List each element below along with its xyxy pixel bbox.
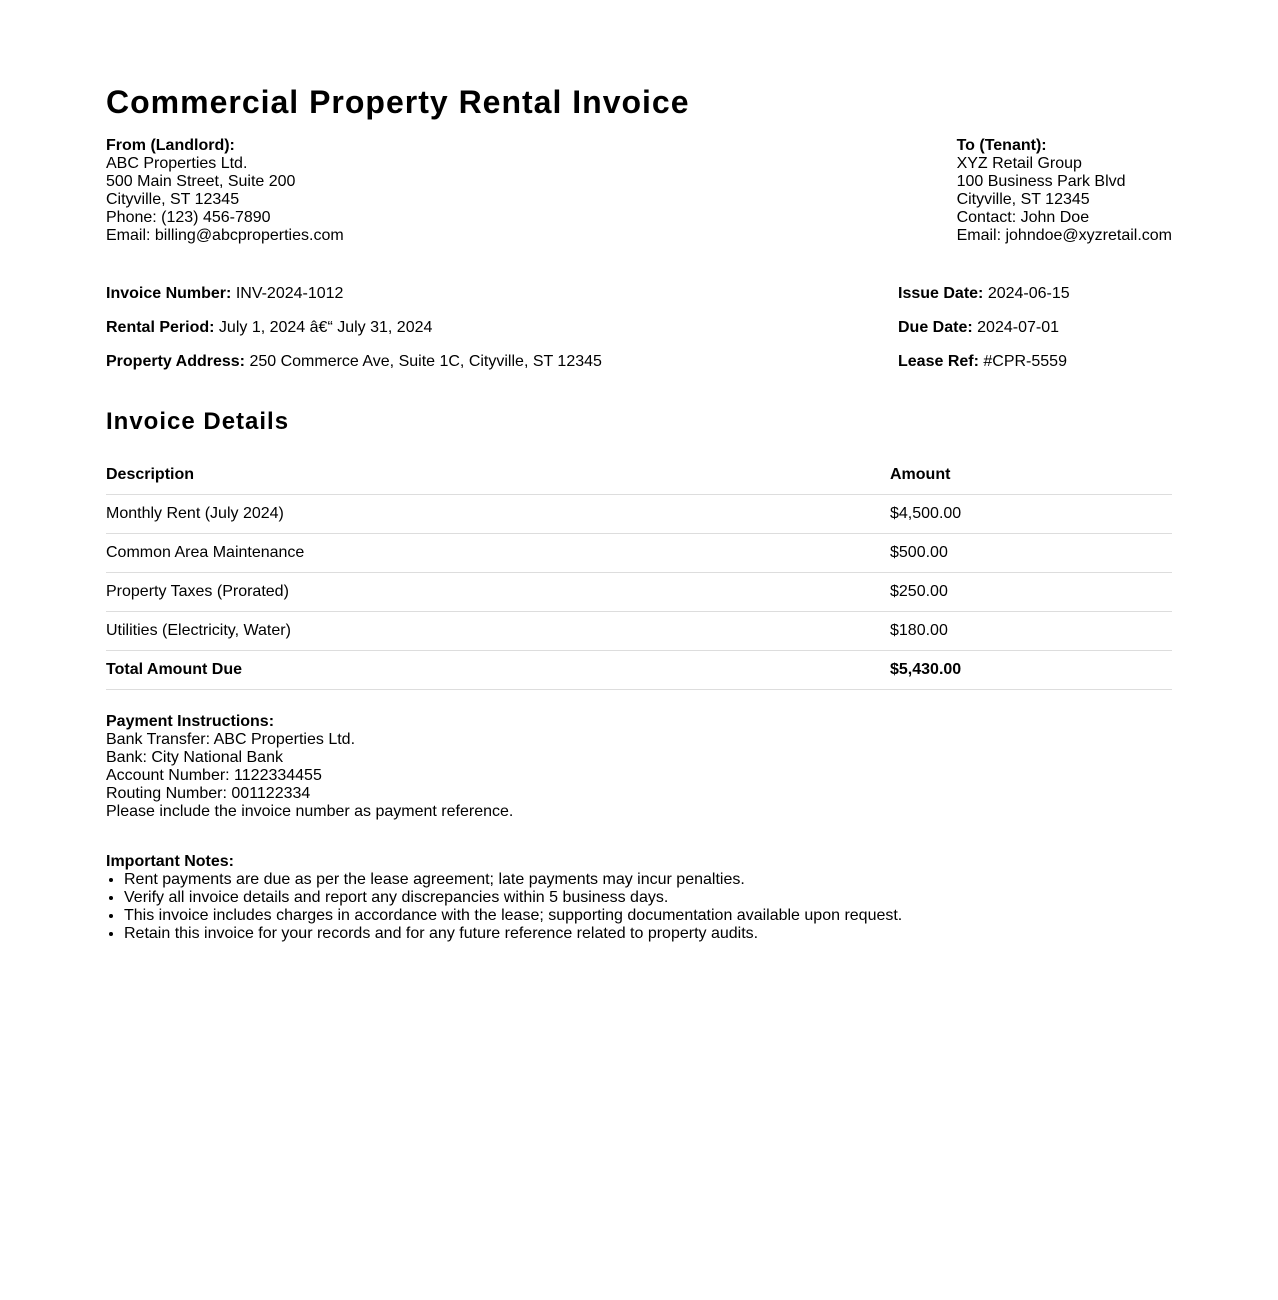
tenant-name: XYZ Retail Group [956,155,1082,172]
payment-line: Bank: City National Bank [106,749,283,766]
payment-line: Account Number: 1122334455 [106,767,322,784]
tenant-contact: Contact: John Doe [956,209,1090,226]
issue-date-row [898,285,1172,319]
payment-line: Please include the invoice number as payment reference. [106,803,514,820]
landlord-name: ABC Properties Ltd. [106,155,248,172]
landlord-email: Email: billing@abcproperties.com [106,227,344,244]
table-row [106,573,1172,612]
due-date-row [898,319,1172,353]
parties-section [106,137,1172,245]
invoice-number-row [106,285,602,319]
important-notes-label: Important Notes: [106,853,234,870]
list-item: • Retain this invoice for your records and for any future reference related to property audits. [124,925,1172,943]
table-header-row [106,456,1172,495]
landlord-phone: Phone: (123) 456-7890 [106,209,271,226]
tenant-city: Cityville, ST 12345 [956,191,1090,208]
lease-ref-value: #CPR-5559 [983,353,1067,370]
lease-ref-row [898,353,1172,387]
issue-date-label: Issue Date: [898,285,984,302]
page-title: Commercial Property Rental Invoice [106,84,690,120]
list-item: • Verify all invoice details and report any discrepancies within 5 business days. [124,889,1172,907]
table-row [106,612,1172,651]
list-item: • Rent payments are due as per the lease agreement; late payments may incur penalties. [124,871,1172,889]
landlord-street: 500 Main Street, Suite 200 [106,173,296,190]
row-amount: $250.00 [890,573,1172,612]
payment-line: Routing Number: 001122334 [106,785,311,802]
list-item: • This invoice includes charges in accordance with the lease; supporting documentation available upon request. [124,907,1172,925]
lease-ref-label: Lease Ref: [898,353,979,370]
due-date-label: Due Date: [898,319,973,336]
rental-period-label: Rental Period: [106,319,215,336]
issue-date-value: 2024-06-15 [987,285,1070,302]
payment-instructions-label: Payment Instructions: [106,713,275,730]
tenant-street: 100 Business Park Blvd [956,173,1126,190]
landlord-block [106,137,344,245]
row-description: Utilities (Electricity, Water) [106,612,890,651]
total-amount: $5,430.00 [890,651,1172,690]
meta-right-column [898,285,1172,387]
important-notes [106,853,1172,943]
tenant-label: To (Tenant): [956,137,1047,154]
invoice-details-heading: Invoice Details [106,408,290,435]
invoice-number-label: Invoice Number: [106,285,232,302]
total-row [106,651,1172,690]
landlord-city: Cityville, ST 12345 [106,191,240,208]
property-address-label: Property Address: [106,353,245,370]
property-address-row [106,353,602,387]
row-amount: $4,500.00 [890,495,1172,534]
table-row [106,495,1172,534]
landlord-label: From (Landlord): [106,137,235,154]
row-description: Monthly Rent (July 2024) [106,495,890,534]
rental-period-row [106,319,602,353]
payment-line: Bank Transfer: ABC Properties Ltd. [106,731,356,748]
invoice-meta [106,285,1172,387]
property-address-value: 250 Commerce Ave, Suite 1C, Cityville, ST 12345 [249,353,602,370]
notes-list [106,871,1172,943]
due-date-value: 2024-07-01 [977,319,1059,336]
amount-column-header: Amount [890,456,1172,495]
description-column-header: Description [106,456,890,495]
row-amount: $180.00 [890,612,1172,651]
total-label: Total Amount Due [106,651,890,690]
tenant-block [957,137,1172,245]
row-amount: $500.00 [890,534,1172,573]
invoice-page [106,0,1172,943]
meta-left-column [106,285,602,387]
table-row [106,534,1172,573]
payment-instructions [106,713,1172,821]
row-description: Common Area Maintenance [106,534,890,573]
invoice-details-table [106,456,1172,690]
rental-period-value: July 1, 2024 â€“ July 31, 2024 [218,319,433,336]
tenant-email: Email: johndoe@xyzretail.com [956,227,1172,244]
invoice-number-value: INV-2024-1012 [235,285,344,302]
row-description: Property Taxes (Prorated) [106,573,890,612]
